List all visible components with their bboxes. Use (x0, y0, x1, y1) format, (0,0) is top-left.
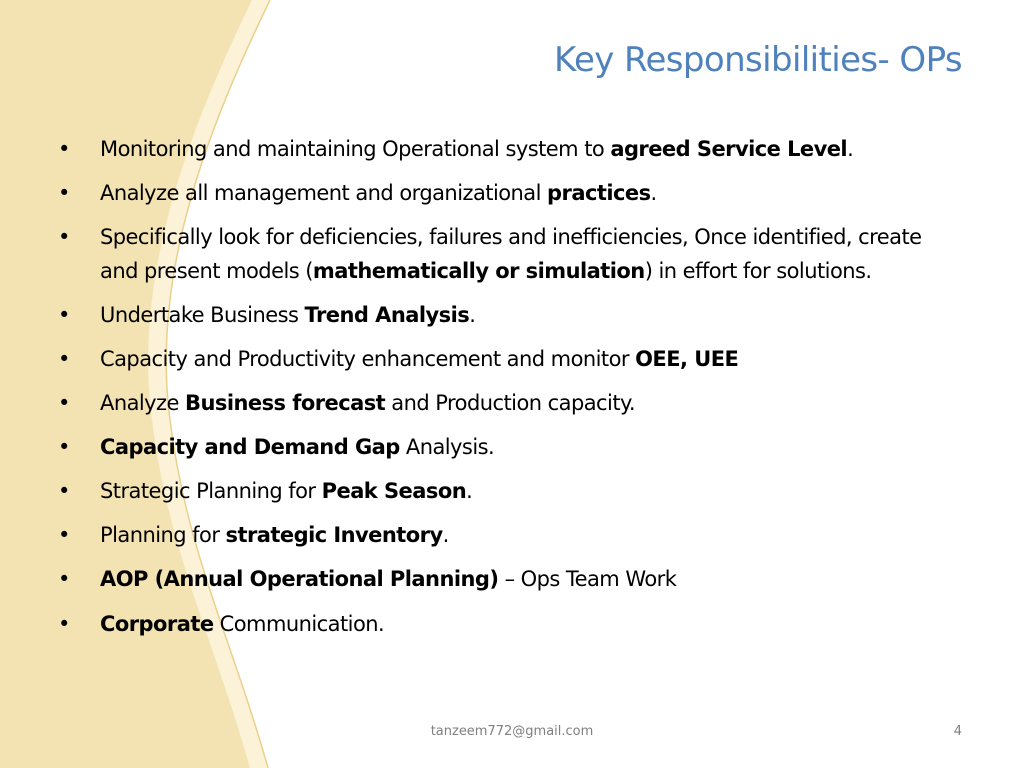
bullet-item (58, 299, 958, 333)
slide-title: Key Responsibilities- OPs (553, 40, 962, 80)
bullet-emphasis: Capacity and Demand Gap (100, 435, 400, 460)
page-number: 4 (953, 724, 962, 739)
bullet-icon: • (58, 225, 70, 250)
bullet-text: Analyze all management and organizational (100, 181, 548, 206)
bullet-emphasis: Trend Analysis (304, 302, 470, 327)
bullet-emphasis: OEE, UEE (635, 346, 739, 371)
bullet-icon: • (58, 391, 70, 416)
bullet-icon: • (58, 523, 70, 548)
bullet-item (58, 475, 958, 509)
bullet-emphasis: Peak Season (321, 479, 467, 504)
bullet-text: Monitoring and maintaining Operational system to (100, 137, 611, 161)
bullet-text: Planning for (100, 523, 226, 548)
bullet-emphasis: Business forecast (185, 391, 386, 416)
bullet-text: Analyze (100, 391, 186, 416)
footer-email: tanzeem772@gmail.com (430, 724, 594, 739)
bullet-item (58, 343, 958, 377)
bullet-icon: • (58, 479, 70, 504)
bullet-text: – Ops Team Work (498, 567, 677, 592)
bullet-text: . (466, 479, 473, 504)
bullet-text: . (442, 523, 449, 548)
bullet-emphasis: strategic Inventory (225, 523, 443, 548)
bullet-item (58, 133, 958, 167)
bullet-item (58, 177, 958, 211)
bullet-icon: • (58, 567, 70, 592)
bullet-item (58, 221, 958, 288)
bullet-text: . (469, 302, 476, 327)
bullet-emphasis: AOP (Annual Operational Planning) (100, 567, 499, 592)
bullet-list (58, 133, 958, 652)
bullet-text: Undertake Business (100, 302, 305, 327)
bullet-emphasis: agreed Service Level (610, 137, 848, 161)
bullet-emphasis: practices (547, 181, 651, 206)
bullet-icon: • (58, 302, 70, 327)
bullet-emphasis: Corporate (100, 611, 214, 636)
bullet-text: Communication. (213, 611, 385, 636)
bullet-icon: • (58, 346, 70, 371)
bullet-icon: • (58, 181, 70, 206)
bullet-text: Specifically look for deficiencies, failures and inefficiencies, Once identified, create and present models ( (100, 225, 922, 283)
bullet-emphasis: mathematically or simulation (312, 258, 645, 283)
bullet-text: ) in effort for solutions. (644, 258, 872, 283)
bullet-text: Capacity and Productivity enhancement and monitor (100, 346, 636, 371)
bullet-icon: • (58, 611, 70, 636)
bullet-icon: • (58, 435, 70, 460)
bullet-text: . (847, 137, 854, 161)
bullet-text: . (650, 181, 657, 206)
bullet-item (58, 387, 958, 421)
bullet-item (58, 519, 958, 553)
bullet-item (58, 563, 958, 597)
bullet-item (58, 431, 958, 465)
bullet-text: Strategic Planning for (100, 479, 322, 504)
bullet-text: Analysis. (399, 435, 495, 460)
bullet-icon: • (58, 137, 70, 161)
bullet-text: and Production capacity. (385, 391, 636, 416)
bullet-item (58, 608, 958, 642)
